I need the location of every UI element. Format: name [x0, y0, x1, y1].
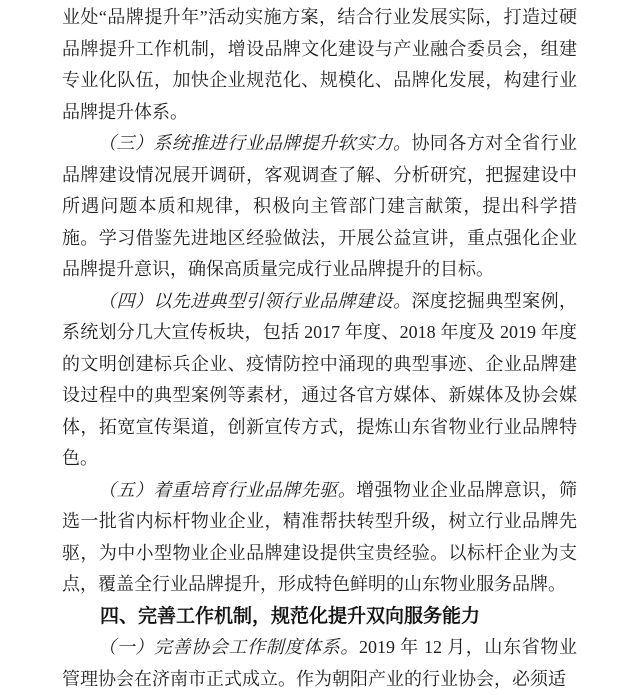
item-1-lead: （一）完善协会工作制度体系。 — [98, 637, 360, 657]
paragraph-item-3 — [62, 128, 577, 286]
item-5-lead: （五）着重培育行业品牌先驱。 — [98, 479, 357, 500]
item-3-lead: （三）系统推进行业品牌提升软实力。 — [98, 133, 412, 153]
paragraph-continuation: 业处“品牌提升年”活动实施方案，结合行业发展实际，打造过硬品牌提升工作机制，增设品牌文化建设与产业融合委员会，组建专业化队伍，加快企业规范化、规模化、品牌化发展，构建行业品牌提升体系。 — [62, 7, 577, 122]
paragraph-item-1 — [62, 632, 577, 695]
item-3-body: 协同各方对全省行业品牌建设情况展开调研，客观调查了解、分析研究，把握建设中所遇问题本质和规律，积极向主管部门建言献策，提出科学措施。学习借鉴先进地区经验做法，开展公益宣讲，重点强化企业品牌提升意识，确保高质量完成行业品牌提升的目标。 — [62, 133, 578, 279]
item-5-body: 增强物业企业品牌意识，筛选一批省内标杆物业企业，精准帮扶转型升级，树立行业品牌先驱，为中小型物业企业品牌建设提供宝贵经验。以标杆企业为支点，覆盖全行业品牌提升，形成特色鲜明的山东物业服务品牌。 — [62, 479, 578, 594]
item-4-body: 深度挖掘典型案例，系统划分几大宣传板块，包括 2017 年度、2018 年度及 2019 年度的文明创建标兵企业、疫情防控中涌现的典型事迹、企业品牌建设过程中的典型案例等素材，通过各官方媒体、新媒体及协会媒体，拓宽宣传渠道，创新宣传方式，提炼山东省物业行业品牌特色。 — [62, 290, 578, 468]
paragraph-item-4 — [62, 286, 577, 475]
section-heading: 四、完善工作机制，规范化提升双向服务能力 — [100, 605, 481, 627]
item-4-lead: （四）以先进典型引领行业品牌建设。 — [98, 290, 412, 311]
item-1-body: 2019 年 12 月，山东省物业管理协会在济南市正式成立。作为朝阳产业的行业协会，必须适 — [62, 637, 578, 689]
paragraph-item-5 — [62, 475, 577, 601]
